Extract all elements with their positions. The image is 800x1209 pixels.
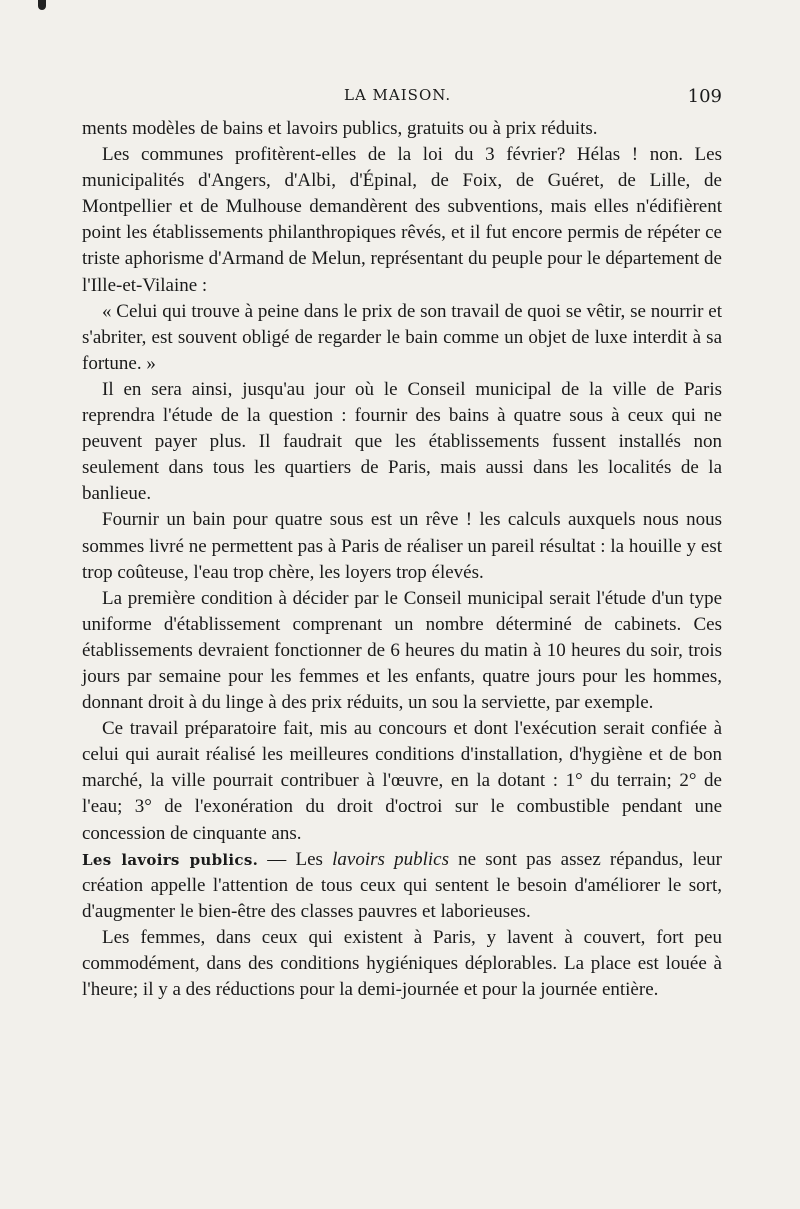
page-number: 109 xyxy=(687,86,722,107)
paragraph: Les communes profitèrent-elles de la loi du 3 février? Hélas ! non. Les municipalités d'Angers, d'Albi, d'Épinal, de Foix, de Guéret, de Lille, de Montpellier et de Mulhouse demandèrent des subventions, mais elles n'édifièrent point les établissements philanthropiques rêvés, et il fut encore permis de répéter ce triste aphorisme d'Armand de Melun, représentant du peuple pour le département de l'Ille-et-Vilaine : xyxy=(82,144,722,296)
body-text xyxy=(82,116,722,1003)
page-header xyxy=(82,86,722,110)
paragraph-section xyxy=(82,847,722,925)
paragraph: Fournir un bain pour quatre sous est un rêve ! les calculs auxquels nous nous sommes livré ne permettent pas à Paris de réaliser un pareil résultat : la houille y est trop coûteuse, l'eau trop chère, les loyers trop élevés. xyxy=(82,509,722,583)
running-title: LA MAISON. xyxy=(344,86,452,104)
paragraph: La première condition à décider par le Conseil municipal serait l'étude d'un type uniforme d'établissement comprenant un nombre déterminé de cabinets. Ces établissements devraient fonctionner de 6 heures du matin à 10 heures du soir, trois jours par semaine pour les femmes et les enfants, quatre jours pour les hommes, donnant droit à du linge à des prix réduits, un sou la serviette, par exemple. xyxy=(82,587,722,714)
corner-ink-mark xyxy=(38,0,46,10)
italic-term: lavoirs publics xyxy=(332,848,449,870)
section-text: ne sont pas assez répandus, leur création appelle l'attention de tous ceux qui sentent le besoin d'améliorer le sort, d'augmenter le bien-être des classes pauvres et laborieuses. xyxy=(82,848,722,922)
paragraph: Ce travail préparatoire fait, mis au concours et dont l'exécution serait confiée à celui qui aurait réalisé les meilleures conditions d'installation, d'hygiène et de bon marché, la ville pourrait contribuer à l'œuvre, en la dotant : 1° du terrain; 2° de l'eau; 3° de l'exonération du droit d'octroi sur le combustible pendant une concession de cinquante ans. xyxy=(82,718,722,844)
paragraph: Il en sera ainsi, jusqu'au jour où le Conseil municipal de la ville de Paris reprendra l'étude de la question : fournir des bains à quatre sous à ceux qui ne peuvent payer plus. Il faudrait que les établissements fussent installés non seulement dans tous les quartiers de Paris, mais aussi dans les localités de la banlieue. xyxy=(82,378,722,505)
section-dash: — Les xyxy=(258,848,333,870)
paragraph: Les femmes, dans ceux qui existent à Paris, y lavent à couvert, fort peu commodément, dans des conditions hygiéniques déplorables. La place est louée à l'heure; il y a des réductions pour la demi-journée et pour la journée entière. xyxy=(82,926,722,1001)
section-heading: Les lavoirs publics. xyxy=(82,850,259,869)
paragraph-quote: « Celui qui trouve à peine dans le prix de son travail de quoi se vêtir, se nourrir et s'abriter, est souvent obligé de regarder le bain comme un objet de luxe interdit à sa fortune. » xyxy=(82,300,722,374)
paragraph-continuation: ments modèles de bains et lavoirs publics, gratuits ou à prix réduits. xyxy=(82,118,598,139)
